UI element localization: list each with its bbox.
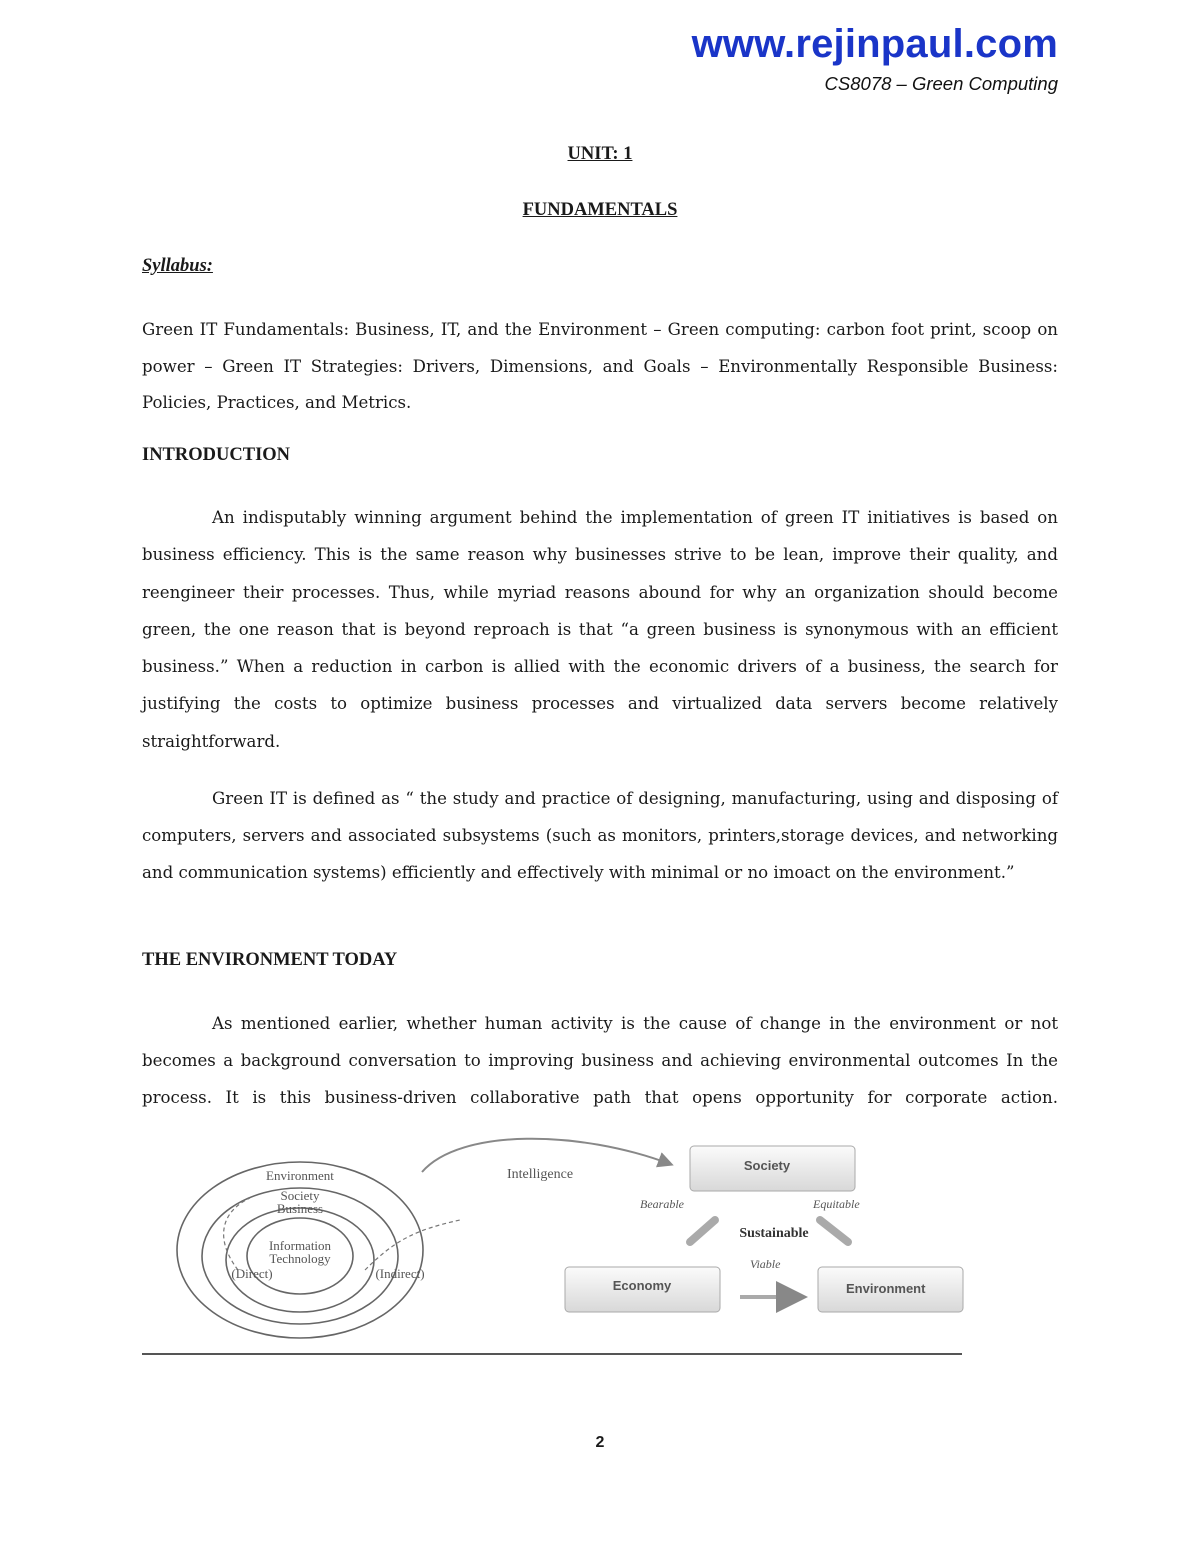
ring-label-environment: Environment [266, 1168, 334, 1183]
bearable-arrow [690, 1220, 715, 1242]
ring-label-indirect: (Indirect) [375, 1266, 425, 1281]
sustainable-label: Sustainable [739, 1226, 809, 1241]
ring-label-technology: Technology [269, 1251, 331, 1266]
introduction-heading: INTRODUCTION [142, 445, 291, 465]
green-it-diagram [170, 1130, 965, 1345]
course-title: CS8078 – Green Computing [824, 73, 1058, 94]
bearable-label: Bearable [640, 1197, 684, 1211]
indirect-dashed-arrow [365, 1220, 460, 1270]
footer-rule [142, 1353, 962, 1355]
society-box-label: Society [743, 1158, 791, 1173]
site-url[interactable]: www.rejinpaul.com [691, 22, 1058, 66]
equitable-label: Equitable [813, 1197, 860, 1211]
ring-label-business: Business [276, 1201, 324, 1216]
equitable-arrow [820, 1220, 848, 1242]
unit-heading: UNIT: 1 [567, 144, 633, 164]
chapter-title: FUNDAMENTALS [522, 200, 678, 220]
direct-dashed-arrow [224, 1198, 250, 1270]
intelligence-label: Intelligence [507, 1167, 574, 1182]
environment-today-paragraph: As mentioned earlier, whether human activity is the cause of change in the environment or not becomes a background conversation to improving business and achieving environmental outcomes In the process. It is this business-driven collaborative path that opens opportunity for corporate action. [142, 1014, 1058, 1107]
environment-box-label: Environment [846, 1281, 926, 1296]
viable-label: Viable [750, 1257, 781, 1271]
syllabus-label: Syllabus: [142, 256, 213, 276]
ring-label-information: Information [268, 1238, 332, 1253]
environment-today-heading: THE ENVIRONMENT TODAY [142, 950, 398, 970]
ring-label-direct: (Direct) [231, 1266, 273, 1281]
introduction-paragraph-1: An indisputably winning argument behind the implementation of green IT initiatives is based on business efficiency. This is the same reason why businesses strive to be lean, improve their quality, and reengineer their processes. Thus, while myriad reasons abound for why an organization should become green, the one reason that is beyond reproach is that “a green business is synonymous with an efficient business.” When a reduction in carbon is allied with the economic drivers of a business, the search for justifying the costs to optimize business processes and virtualized data servers become relatively straightforward. [142, 508, 1058, 751]
introduction-paragraph-2: Green IT is defined as “ the study and practice of designing, manufacturing, using and disposing of computers, servers and associated subsystems (such as monitors, printers,storage devices, and networking and communication systems) efficiently and effectively with minimal or no imoact on the environment.” [142, 789, 1058, 882]
page-number: 2 [595, 1434, 605, 1451]
syllabus-text: Green IT Fundamentals: Business, IT, and the Environment – Green computing: carbon foot print, scoop on power – Green IT Strategies: Drivers, Dimensions, and Goals – Environmentally Responsible Business: Policies, Practices, and Metrics. [142, 320, 1058, 412]
economy-box-label: Economy [612, 1278, 672, 1293]
ring-label-society: Society [280, 1188, 320, 1203]
